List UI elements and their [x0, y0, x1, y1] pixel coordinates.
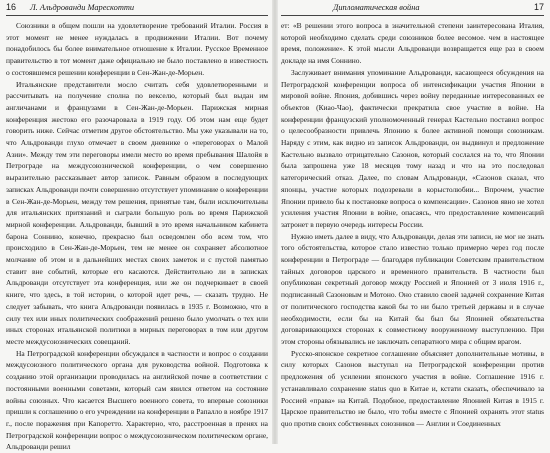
right-page-header: [281, 1, 544, 16]
left-page-body: [6, 16, 268, 453]
book-gutter: [272, 0, 278, 444]
left-page-header: [6, 1, 268, 16]
left-page: [6, 0, 268, 452]
right-page-body: [281, 16, 544, 430]
right-paragraph: Нужно иметь далее в виду, что Альдрованди, делая эти записи, не мог не знать того обстоятельства, которое стало известно только примерно через год после конференции в Петрограде — благодаря публикации Советским правительством тайных договоров царского и временного правительств. В частности был опубликован секретный договор между Россией и Японией от 3 июля 1916 г., подписанный Сазоновым и Мотоно. Оно ставило своей задачей сохранение Китая от политического господства какой бы то ни было третьей державы и в случае необходимости, если бы на Китай бы был бы Японией обязательства договаривающихся сторонах к совместному вооруженному выступлению. При этом стороны обязывались не заключать сепаратного мира с общим врагом.: [281, 231, 544, 346]
right-paragraph: Заслуживает внимания упоминание Альдрованди, касающееся обсуждения на Петроградской конференции вопроса об интенсификации участия Японии в мировой войне. Япония, добившись через войну переданные интересованных ее объектов (Киао-Чао), фактически прекратила свое участие в войне. На конференции французский уполномоченный генерал Кастельно поставил вопрос о целесообразности привлечь Японию к более активной помощи союзникам. Наряду с этим, как видно из записок Альдрованди, он выдвинул и предложение Кастельно вызвало отрицательно Сазонов, который сослался на то, что Японии была запрошена уже 18 месяцев тому назад и что на это последовал категорический отказ. Далее, по словам Альдрованди, «Сазонов сказал, что японцы, участие которых подозревали в корыстолюбии... Впрочем, участие Японии привело бы к постановке вопроса о компенсации». Сазонов явно не хотел усиления участия Японии в войне, опасаясь, что предоставление компенсаций затронет в первую очередь интересы России.: [281, 67, 544, 229]
right-paragraph: Русско-японское секретное соглашение объясняет дополнительные мотивы, в силу которых Сазонов выступал на Петроградской конференции против предложения об усилении японского участия в войне. Соглашение 1916 г. устанавливало сохранение status quo в Китае и, кстати сказать, обеспечивало за Россией «права» на Китай. Подобное, предоставление Японией Китая в 1915 г. Царское правительство не было, что тобы вместе с Японией охранять этот status quo против своих собственных союзников — Англии и Соединенных: [281, 348, 544, 428]
left-paragraph: Итальянские представители мосло считать себя удовлетворенными и рассчитывать на получение сполна по векселю, который был выдан им англичанами и французами в Сен-Жан-де-Морьен. Парижская мирная конференция жестоко его разочаровала в 1919 году. Об этом нам еще будет говорить ниже. Сейчас отметим другое обстоятельство. Мы уже указывали на то, что Альдрованди глухо отмечает в своем дневнике о «переговорах о Малой Азии». Между тем эти переговоры имели место во время пребывания Шалойя в Петрограде на междусоюзнической конференции, о чем совершенно выразительно рассказывает автор записок. Равным образом в последующих записках Альдрованди почти совершенно отсутствует упоминание о конференции в Сен-Жан-де-Морьен, между тем решения, принятые там, были исключительны для итальянских притязаний и сыграли большую роль во время Парижской мирной конференции. Альдрованди, бывший в это время начальником кабинета барона Соннино, конечно, прекрасно был осведомлен обо всем том, что происходило в Сен-Жан-де-Морьен, тем не менее он сохраняет абсолютное молчание об этом и в дальнейших местах своих заметок и с пустой памятью ставит вне событий, которые его касаются. Действительно ли в записках Альдрованди отсутствует эта конференция, или же он подчеркивает в своей книге, что здесь, в той истории, о которой идет речь, — сказать трудно. Не следует забывать, что книга Альдрованди появилась в 1935 г. Возможно, что в силу тех или иных политических соображений решено было умолчать о тех или иных сторонах итальянской политики в мирных переговорах в том или другом месте междусоюзнических совещаний.: [6, 79, 268, 346]
left-paragraph: На Петроградской конференции обсуждался в частности и вопрос о создании междусоюзного политического органа для руководства войной. Подготовка к созданию этой организации проводилась на английской почве в соответствии с постоянными военными советами, который сам явился ответом на состояние войны союзных. Что касается Высшего военного совета, то впервые союзники пришли к соглашению о его учреждении на конференции в Рапалло в ноябре 1917 г., после поражения при Капоретто. Характерно, что, расстроенная в пренях на Петроградской конференции вопрос о междусоюзническом политическом органе, Альдрованди решил: [6, 348, 268, 452]
right-page-number: 17: [533, 2, 544, 12]
right-running-title: Дипломатическая война: [333, 3, 420, 12]
right-paragraph: ет: «В решении этого вопроса в значительной степени заинтересована Италия, которой необходимо сделать среди союзников более весомое. чем в настоящее время, положение». К этой мысли Альдрованди возвращается еще раз в своем докладе на имя Соннино.: [281, 21, 544, 66]
left-paragraph: Союзники в общем пошли на удовлетворение требований Италии. Россия в этот момент не менее нуждалась в продвижении Италии. Вот почему понадобилось бы более внимательное отношение к Италии. Русское Временное правительство в тот момент даже официально не было поставлено в известность о состоявшемся решении конференции в Сен-Жан-де-Морьен.: [6, 21, 268, 77]
left-page-number: 16: [6, 2, 17, 12]
right-page: [281, 0, 544, 444]
left-running-title: Л. Альдрованди Марескотти: [30, 3, 135, 12]
